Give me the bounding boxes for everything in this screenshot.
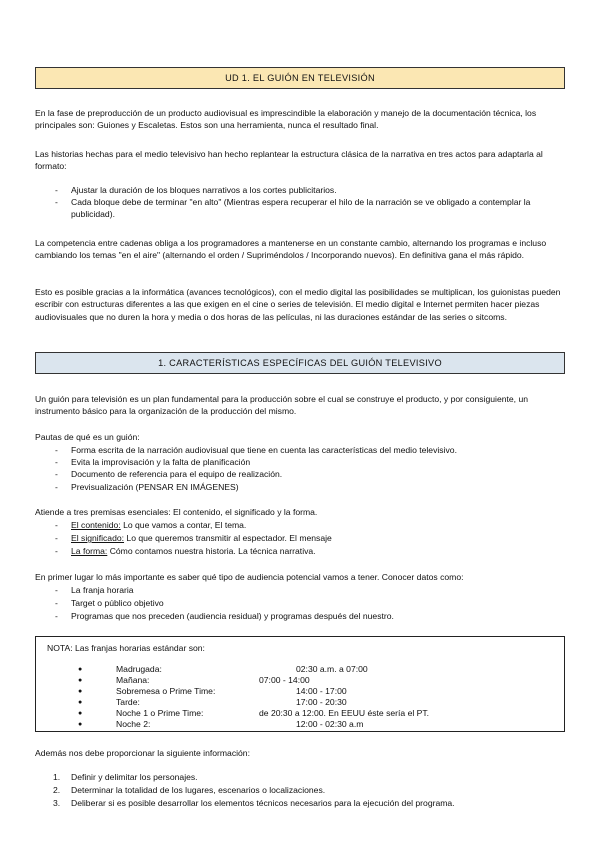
premisa-desc: Lo que vamos a contar, El tema. xyxy=(120,520,247,530)
section-paragraph-1: Un guión para televisión es un plan fundamental para la producción sobre el cual se construye el producto, y por consiguiente, un instrumento básico para la organización de la producción del mismo. xyxy=(35,394,529,417)
format-item-2 xyxy=(55,196,565,221)
dash-marker: - xyxy=(55,469,58,479)
premisa-term: El significado: xyxy=(71,533,125,543)
dash-marker: - xyxy=(55,611,58,621)
dash-marker: - xyxy=(55,185,58,195)
nota-row-label: Tarde: xyxy=(116,697,140,707)
intro-paragraph-2: Las historias hechas para el medio televisivo han hecho replantear la estructura clásica de la narrativa en tres actos para adaptarla al formato: xyxy=(35,149,543,172)
info-item-text: Determinar la totalidad de los lugares, escenarios o localizaciones. xyxy=(71,785,326,795)
info-item-number: 2. xyxy=(53,785,61,795)
nota-row-value: 14:00 - 17:00 xyxy=(296,686,347,696)
format-item-1 xyxy=(55,184,565,196)
pauta-item-3 xyxy=(55,468,565,480)
pauta-item-text: Previsualización (PENSAR EN IMÁGENES) xyxy=(71,482,239,492)
audiencia-title: En primer lugar lo más importante es saber qué tipo de audiencia potencial vamos a tener. Conocer datos como: xyxy=(35,572,464,582)
intro-paragraph-1: En la fase de preproducción de un producto audiovisual es imprescindible la elaboración y manejo de la documentación técnica, los principales son: Guiones y Escaletas. Estos son una herramienta, nunca el resultado final. xyxy=(35,108,537,131)
unit-title-box xyxy=(35,67,565,89)
nota-row-label: Madrugada: xyxy=(116,664,162,674)
nota-row-value: 12:00 - 02:30 a.m xyxy=(296,719,364,729)
dash-marker: - xyxy=(55,482,58,492)
pauta-item-text: Forma escrita de la narración audiovisual que tiene en cuenta las características del medio televisivo. xyxy=(71,445,457,455)
info-item-number: 1. xyxy=(53,772,61,782)
premisa-item-1 xyxy=(55,519,565,531)
nota-row-value: 07:00 - 14:00 xyxy=(259,675,310,685)
audiencia-item-text: Target o público objetivo xyxy=(71,598,164,608)
audiencia-item-3 xyxy=(55,610,565,622)
premisa-item-3 xyxy=(55,545,565,557)
premisas-title: Atiende a tres premisas esenciales: El contenido, el significado y la forma. xyxy=(35,507,318,517)
dash-marker: - xyxy=(55,457,58,467)
pauta-item-text: Documento de referencia para el equipo de realización. xyxy=(71,469,283,479)
premisa-term: El contenido: xyxy=(71,520,121,530)
bullet-icon: ● xyxy=(78,710,83,717)
nota-row-label: Noche 1 o Prime Time: xyxy=(116,708,204,718)
premisa-item-2 xyxy=(55,532,565,544)
bullet-icon: ● xyxy=(78,677,83,684)
dash-marker: - xyxy=(55,445,58,455)
nota-row-value: 17:00 - 20:30 xyxy=(296,697,347,707)
intro-paragraph-4: Esto es posible gracias a la informática (avances tecnológicos), con el medio digital las posibilidades se multiplican, los guionistas pueden escribir con estructuras diferentes a las que exigen en el cine o series de televisión. El medio digital e Internet permiten hacer piezas audiovisuales que no duren la hora y media o dos horas de las películas, ni las duraciones estándar de las series o sitcoms. xyxy=(35,287,561,322)
audiencia-item-text: Programas que nos preceden (audiencia residual) y programas después del nuestro. xyxy=(71,611,394,621)
section-title-box xyxy=(35,352,565,374)
premisa-desc: Lo que queremos transmitir al espectador. El mensaje xyxy=(124,533,332,543)
info-item-2 xyxy=(53,784,325,796)
format-item-text: Ajustar la duración de los bloques narrativos a los cortes publicitarios. xyxy=(71,185,337,195)
nota-box xyxy=(35,636,565,732)
unit-title: UD 1. EL GUIÓN EN TELEVISIÓN xyxy=(225,73,375,83)
info-item-1 xyxy=(53,771,198,783)
pauta-item-text: Evita la improvisación y la falta de planificación xyxy=(71,457,251,467)
nota-row-label: Mañana: xyxy=(116,675,150,685)
nota-title: NOTA: Las franjas horarias estándar son: xyxy=(47,643,205,653)
premisa-item-text xyxy=(55,532,565,544)
nota-row-value: 02:30 a.m. a 07:00 xyxy=(296,664,368,674)
format-item-text: Cada bloque debe de terminar "en alto" (Mientras espera recuperar el hilo de la narración se ve obligado a contemplar la publicidad). xyxy=(71,197,531,220)
dash-marker: - xyxy=(55,585,58,595)
premisa-item-text xyxy=(55,545,565,557)
bullet-icon: ● xyxy=(78,688,83,695)
premisa-term: La forma: xyxy=(71,546,108,556)
dash-marker: - xyxy=(55,520,58,530)
intro-paragraph-3: La competencia entre cadenas obliga a los programadores a mantenerse en un constante cambio, alternando los programas e incluso cambiando los temas "en el aire" (alternando el orden / Supriméndolos / Incorporando nuevos). En definitiva gana el más rápido. xyxy=(35,238,547,261)
audiencia-item-text: La franja horaria xyxy=(71,585,134,595)
audiencia-item-2 xyxy=(55,597,565,609)
dash-marker: - xyxy=(55,533,58,543)
pauta-item-2 xyxy=(55,456,565,468)
pauta-item-1 xyxy=(55,444,565,456)
nota-row-label: Noche 2: xyxy=(116,719,151,729)
nota-row-label: Sobremesa o Prime Time: xyxy=(116,686,216,696)
bullet-icon: ● xyxy=(78,699,83,706)
info-item-number: 3. xyxy=(53,798,61,808)
pautas-title: Pautas de qué es un guión: xyxy=(35,432,140,442)
info-title: Además nos debe proporcionar la siguiente información: xyxy=(35,748,250,758)
bullet-icon: ● xyxy=(78,721,83,728)
pauta-item-4 xyxy=(55,481,565,493)
info-item-text: Definir y delimitar los personajes. xyxy=(71,772,198,782)
info-item-3 xyxy=(53,797,455,809)
premisa-desc: Cómo contamos nuestra historia. La técnica narrativa. xyxy=(107,546,316,556)
dash-marker: - xyxy=(55,197,58,207)
dash-marker: - xyxy=(55,598,58,608)
info-item-text: Deliberar si es posible desarrollar los elementos técnicos necesarios para la ejecución del programa. xyxy=(71,798,455,808)
premisa-item-text xyxy=(55,519,565,531)
bullet-icon: ● xyxy=(78,666,83,673)
audiencia-item-1 xyxy=(55,584,565,596)
section-title: 1. CARACTERÍSTICAS ESPECÍFICAS DEL GUIÓN TELEVISIVO xyxy=(158,358,442,368)
dash-marker: - xyxy=(55,546,58,556)
nota-row-value: de 20:30 a 12:00. En EEUU éste sería el PT. xyxy=(259,708,430,718)
